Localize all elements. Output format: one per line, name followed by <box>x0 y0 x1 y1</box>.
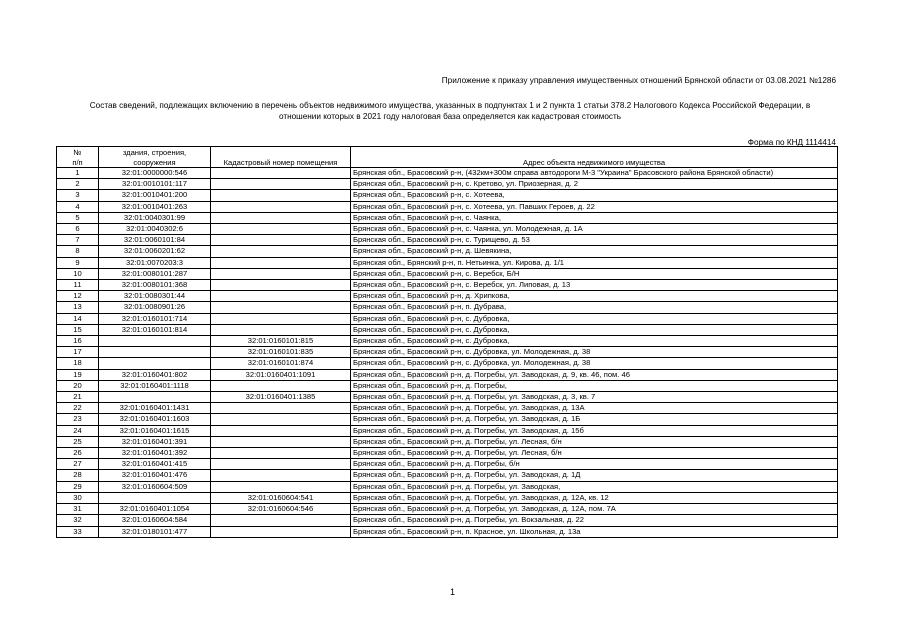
header-number <box>57 147 99 168</box>
row-number-cell: 26 <box>57 448 99 459</box>
table-row <box>57 436 838 447</box>
building-cadastral-cell: 32:01:0010401:263 <box>99 201 211 212</box>
address-cell: Брянская обл., Брасовский р-н, д. Погребы, ул. Вокзальная, д. 22 <box>351 515 838 526</box>
address-cell: Брянская обл., Брасовский р-н, д. Погребы, ул. Заводская, д. 3, кв. 7 <box>351 392 838 403</box>
room-cadastral-cell <box>211 179 351 190</box>
building-cadastral-cell: 32:01:0160401:415 <box>99 459 211 470</box>
room-cadastral-cell: 32:01:0160401:1385 <box>211 392 351 403</box>
building-cadastral-cell: 32:01:0010401:200 <box>99 190 211 201</box>
building-cadastral-cell: 32:01:0160101:814 <box>99 324 211 335</box>
room-cadastral-cell <box>211 436 351 447</box>
address-cell: Брянская обл., Брасовский р-н, п. Дубрава, <box>351 302 838 313</box>
room-cadastral-cell <box>211 526 351 537</box>
row-number-cell: 9 <box>57 257 99 268</box>
row-number-cell: 20 <box>57 380 99 391</box>
table-row <box>57 380 838 391</box>
building-cadastral-cell: 32:01:0040301:99 <box>99 212 211 223</box>
row-number-cell: 22 <box>57 403 99 414</box>
row-number-cell: 7 <box>57 235 99 246</box>
row-number-cell: 30 <box>57 492 99 503</box>
address-cell: Брянская обл., Брасовский р-н, с. Турищево, д. 53 <box>351 235 838 246</box>
row-number-cell: 24 <box>57 425 99 436</box>
room-cadastral-cell <box>211 313 351 324</box>
room-cadastral-cell <box>211 324 351 335</box>
address-cell: Брянская обл., Брасовский р-н, д. Погребы, ул. Заводская, д. 13А <box>351 403 838 414</box>
document-heading <box>55 100 845 122</box>
building-cadastral-cell: 32:01:0070203:3 <box>99 257 211 268</box>
table-row <box>57 201 838 212</box>
table-row <box>57 470 838 481</box>
building-cadastral-cell: 32:01:0160401:392 <box>99 448 211 459</box>
table-row <box>57 526 838 537</box>
row-number-cell: 29 <box>57 481 99 492</box>
table-row <box>57 414 838 425</box>
row-number-cell: 17 <box>57 347 99 358</box>
address-cell: Брянская обл., Брасовский р-н, с. Дубровка, ул. Молодежная, д. 38 <box>351 347 838 358</box>
address-cell: Брянская обл., Брасовский р-н, д. Погребы, <box>351 380 838 391</box>
address-cell: Брянская обл., Брасовский р-н, с. Хотеева, <box>351 190 838 201</box>
building-cadastral-cell: 32:01:0180101:477 <box>99 526 211 537</box>
building-cadastral-cell: 32:01:0040302:6 <box>99 224 211 235</box>
row-number-cell: 10 <box>57 268 99 279</box>
building-cadastral-cell <box>99 492 211 503</box>
building-cadastral-cell: 32:01:0060201:62 <box>99 246 211 257</box>
row-number-cell: 28 <box>57 470 99 481</box>
row-number-cell: 3 <box>57 190 99 201</box>
address-cell: Брянская обл., Брасовский р-н, д. Хрипкова, <box>351 291 838 302</box>
row-number-cell: 8 <box>57 246 99 257</box>
room-cadastral-cell <box>211 257 351 268</box>
room-cadastral-cell: 32:01:0160604:546 <box>211 504 351 515</box>
row-number-cell: 11 <box>57 280 99 291</box>
header-building-line-1: здания, строения, <box>122 148 187 157</box>
table-row <box>57 179 838 190</box>
row-number-cell: 5 <box>57 212 99 223</box>
table-row <box>57 268 838 279</box>
room-cadastral-cell <box>211 224 351 235</box>
header-number-line-2: п/п <box>72 157 83 167</box>
row-number-cell: 16 <box>57 336 99 347</box>
address-cell: Брянская обл., Брасовский р-н, д. Погребы, б/н <box>351 459 838 470</box>
table-row <box>57 515 838 526</box>
table-row <box>57 246 838 257</box>
row-number-cell: 15 <box>57 324 99 335</box>
table-row <box>57 212 838 223</box>
table-row <box>57 291 838 302</box>
building-cadastral-cell: 32:01:0010101:117 <box>99 179 211 190</box>
room-cadastral-cell: 32:01:0160101:815 <box>211 336 351 347</box>
building-cadastral-cell: 32:01:0160604:584 <box>99 515 211 526</box>
building-cadastral-cell: 32:01:0080101:287 <box>99 268 211 279</box>
table-row <box>57 425 838 436</box>
address-cell: Брянская обл., Брасовский р-н, с. Кретово, ул. Приозерная, д. 2 <box>351 179 838 190</box>
table-row <box>57 257 838 268</box>
address-cell: Брянская обл., Брасовский р-н, п. Красное, ул. Школьная, д. 13а <box>351 526 838 537</box>
row-number-cell: 1 <box>57 168 99 179</box>
room-cadastral-cell: 32:01:0160101:874 <box>211 358 351 369</box>
room-cadastral-cell <box>211 470 351 481</box>
building-cadastral-cell: 32:01:0080101:368 <box>99 280 211 291</box>
room-cadastral-cell <box>211 168 351 179</box>
room-cadastral-cell <box>211 201 351 212</box>
building-cadastral-cell: 32:01:0160401:802 <box>99 369 211 380</box>
address-cell: Брянская обл., Брасовский р-н, с. Чаянка, <box>351 212 838 223</box>
table-body <box>57 168 838 538</box>
table-row <box>57 168 838 179</box>
header-building <box>99 147 211 168</box>
table-row <box>57 336 838 347</box>
room-cadastral-cell <box>211 235 351 246</box>
room-cadastral-cell <box>211 380 351 391</box>
heading-line-2: отношении которых в 2021 году налоговая база определяется как кадастровая стоимость <box>278 112 622 121</box>
room-cadastral-cell: 32:01:0160101:835 <box>211 347 351 358</box>
address-cell: Брянская обл., Брасовский р-н, с. Дубровка, <box>351 336 838 347</box>
row-number-cell: 33 <box>57 526 99 537</box>
room-cadastral-cell <box>211 190 351 201</box>
building-cadastral-cell: 32:01:0160401:1603 <box>99 414 211 425</box>
table-row <box>57 369 838 380</box>
address-cell: Брянская обл., Брасовский р-н, д. Погребы, ул. Заводская, д. 9, кв. 46, пом. 46 <box>351 369 838 380</box>
room-cadastral-cell <box>211 291 351 302</box>
room-cadastral-cell <box>211 448 351 459</box>
row-number-cell: 14 <box>57 313 99 324</box>
room-cadastral-cell <box>211 515 351 526</box>
room-cadastral-cell <box>211 403 351 414</box>
building-cadastral-cell: 32:01:0160401:1054 <box>99 504 211 515</box>
building-cadastral-cell: 32:01:0160101:714 <box>99 313 211 324</box>
table-row <box>57 324 838 335</box>
building-cadastral-cell: 32:01:0160604:509 <box>99 481 211 492</box>
header-building-line-2: сооружения <box>133 157 176 167</box>
room-cadastral-cell <box>211 425 351 436</box>
appendix-note: Приложение к приказу управления имущественных отношений Брянской области от 03.08.2021 №1286 <box>441 76 836 85</box>
building-cadastral-cell: 32:01:0080301:44 <box>99 291 211 302</box>
building-cadastral-cell: 32:01:0160401:1118 <box>99 380 211 391</box>
row-number-cell: 23 <box>57 414 99 425</box>
row-number-cell: 27 <box>57 459 99 470</box>
header-cadastral: Кадастровый номер помещения <box>211 147 351 168</box>
table-row <box>57 459 838 470</box>
header-number-line-1: № <box>73 148 82 157</box>
table-row <box>57 347 838 358</box>
table-row <box>57 358 838 369</box>
row-number-cell: 18 <box>57 358 99 369</box>
row-number-cell: 32 <box>57 515 99 526</box>
row-number-cell: 6 <box>57 224 99 235</box>
building-cadastral-cell <box>99 347 211 358</box>
address-cell: Брянская обл., Брасовский р-н, с. Хотеева, ул. Павших Героев, д. 22 <box>351 201 838 212</box>
property-table <box>56 146 838 538</box>
address-cell: Брянская обл., Брасовский р-н, д. Погребы, ул. Заводская, д. 1Б <box>351 414 838 425</box>
building-cadastral-cell: 32:01:0160401:476 <box>99 470 211 481</box>
room-cadastral-cell <box>211 268 351 279</box>
building-cadastral-cell: 32:01:0080901:26 <box>99 302 211 313</box>
room-cadastral-cell <box>211 414 351 425</box>
row-number-cell: 25 <box>57 436 99 447</box>
building-cadastral-cell: 32:01:0160401:1615 <box>99 425 211 436</box>
table-row <box>57 313 838 324</box>
table-row <box>57 504 838 515</box>
address-cell: Брянская обл., Брасовский р-н, с. Дубровка, <box>351 313 838 324</box>
room-cadastral-cell: 32:01:0160401:1091 <box>211 369 351 380</box>
row-number-cell: 21 <box>57 392 99 403</box>
room-cadastral-cell <box>211 481 351 492</box>
address-cell: Брянская обл., Брасовский р-н, д. Погребы, ул. Заводская, д. 12А, кв. 12 <box>351 492 838 503</box>
row-number-cell: 2 <box>57 179 99 190</box>
form-code: Форма по КНД 1114414 <box>747 138 836 147</box>
address-cell: Брянская обл., Брасовский р-н, с. Веребск, Б/Н <box>351 268 838 279</box>
table-row <box>57 190 838 201</box>
table-row <box>57 403 838 414</box>
building-cadastral-cell <box>99 358 211 369</box>
table-row <box>57 224 838 235</box>
room-cadastral-cell <box>211 459 351 470</box>
building-cadastral-cell <box>99 336 211 347</box>
building-cadastral-cell <box>99 392 211 403</box>
row-number-cell: 4 <box>57 201 99 212</box>
building-cadastral-cell: 32:01:0160401:391 <box>99 436 211 447</box>
address-cell: Брянская обл., Брасовский р-н, д. Шевякина, <box>351 246 838 257</box>
table-header-row <box>57 147 838 168</box>
table-row <box>57 302 838 313</box>
table-row <box>57 481 838 492</box>
room-cadastral-cell <box>211 280 351 291</box>
room-cadastral-cell <box>211 246 351 257</box>
heading-line-1: Состав сведений, подлежащих включению в перечень объектов недвижимого имущества, указанных в подпунктах 1 и 2 пункта 1 статьи 378.2 Налогового Кодекса Российской Федерации, в <box>89 101 811 110</box>
table-row <box>57 235 838 246</box>
table-row <box>57 492 838 503</box>
table-row <box>57 392 838 403</box>
row-number-cell: 19 <box>57 369 99 380</box>
address-cell: Брянская обл., Брасовский р-н, д. Погребы, ул. Лесная, б/н <box>351 448 838 459</box>
building-cadastral-cell: 32:01:0160401:1431 <box>99 403 211 414</box>
address-cell: Брянская обл., Брасовский р-н, д. Погребы, ул. Заводская, д. 12А, пом. 7А <box>351 504 838 515</box>
row-number-cell: 31 <box>57 504 99 515</box>
row-number-cell: 12 <box>57 291 99 302</box>
address-cell: Брянская обл., Брасовский р-н, с. Чаянка, ул. Молодежная, д. 1А <box>351 224 838 235</box>
address-cell: Брянская обл., Брасовский р-н, с. Веребск, ул. Липовая, д. 13 <box>351 280 838 291</box>
address-cell: Брянская обл., Брасовский р-н, д. Погребы, ул. Заводская, д. 15б <box>351 425 838 436</box>
address-cell: Брянская обл., Брасовский р-н, д. Погребы, ул. Лесная, б/н <box>351 436 838 447</box>
room-cadastral-cell: 32:01:0160604:541 <box>211 492 351 503</box>
address-cell: Брянская обл., Брасовский р-н, д. Погребы, ул. Заводская, д. 1Д <box>351 470 838 481</box>
room-cadastral-cell <box>211 212 351 223</box>
address-cell: Брянская обл., Брасовский р-н, с. Дубровка, <box>351 324 838 335</box>
row-number-cell: 13 <box>57 302 99 313</box>
address-cell: Брянская обл., Брасовский р-н, с. Дубровка, ул. Молодежная, д. 38 <box>351 358 838 369</box>
table-row <box>57 280 838 291</box>
address-cell: Брянская обл., Брасовский р-н, (432км+300м справа автодороги М-3 "Украина" Брасовского района Брянской области) <box>351 168 838 179</box>
building-cadastral-cell: 32:01:0060101:84 <box>99 235 211 246</box>
building-cadastral-cell: 32:01:0000000:546 <box>99 168 211 179</box>
address-cell: Брянская обл., Брянский р-н, п. Нетьинка, ул. Кирова, д. 1/1 <box>351 257 838 268</box>
page-number: 1 <box>449 587 455 597</box>
address-cell: Брянская обл., Брасовский р-н, д. Погребы, ул. Заводская, <box>351 481 838 492</box>
table-row <box>57 448 838 459</box>
room-cadastral-cell <box>211 302 351 313</box>
header-address: Адрес объекта недвижимого имущества <box>351 147 838 168</box>
